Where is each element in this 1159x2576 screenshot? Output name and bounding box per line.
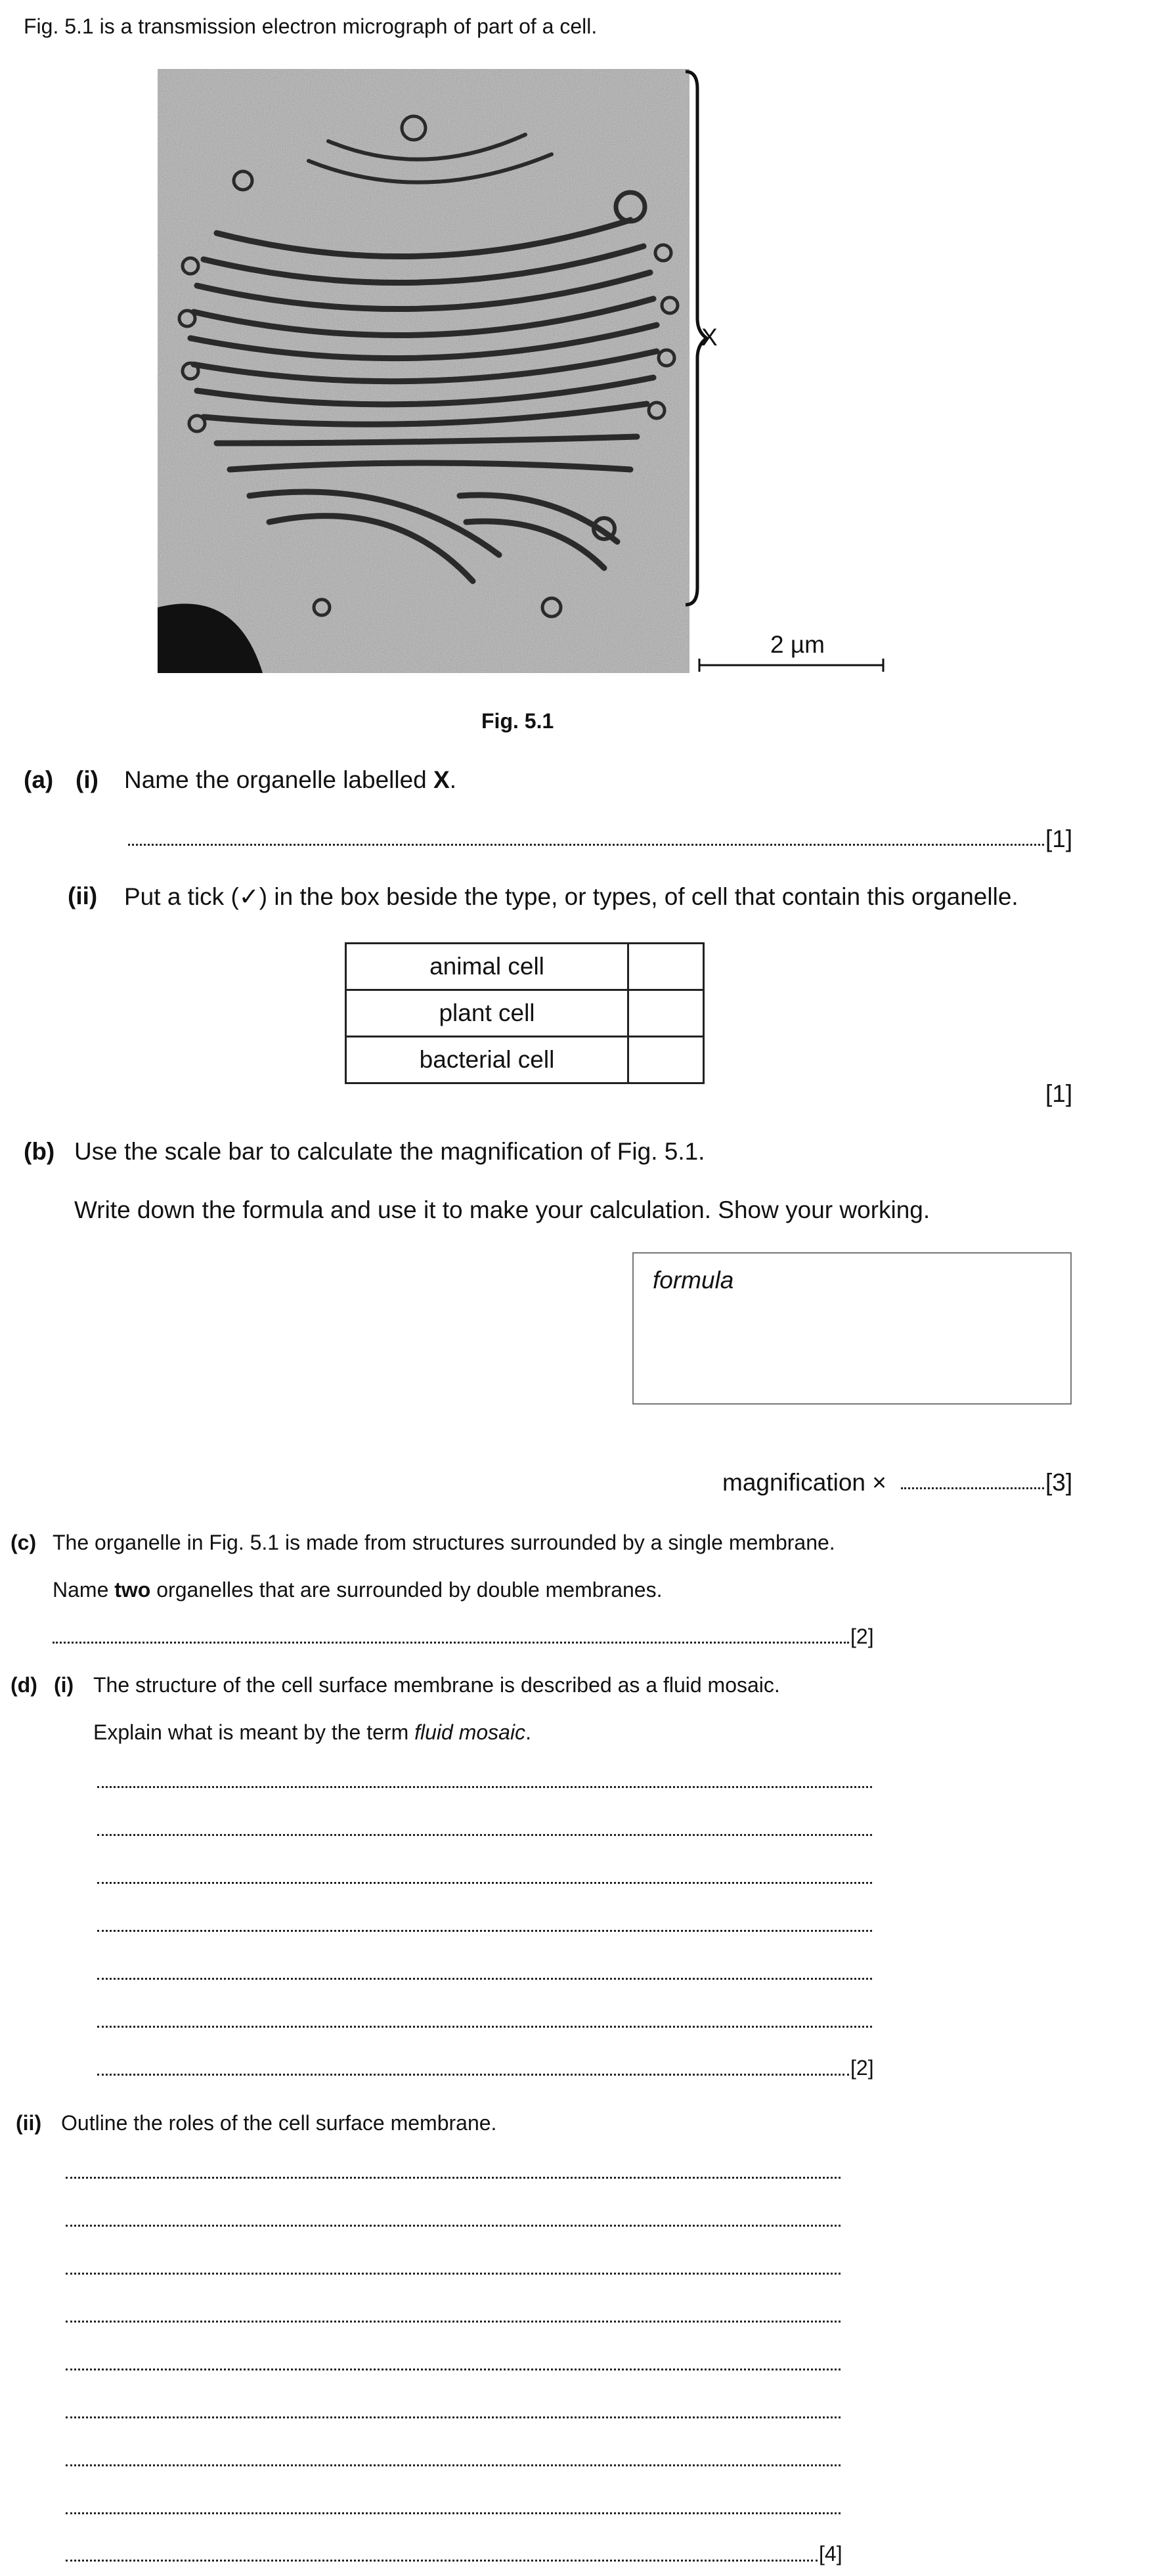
part-c-label: (c) bbox=[11, 1531, 37, 1554]
question-d-i-text: Explain what is meant by the term bbox=[93, 1720, 415, 1744]
answer-line-d-ii[interactable] bbox=[66, 2416, 841, 2418]
question-a-i-end: . bbox=[449, 766, 456, 793]
question-c-end: organelles that are surrounded by double membranes. bbox=[150, 1578, 663, 1602]
answer-line-d-i[interactable] bbox=[97, 1882, 872, 1884]
table-row bbox=[346, 990, 704, 1037]
formula-label: formula bbox=[653, 1267, 734, 1294]
answer-line-d-ii[interactable] bbox=[66, 2369, 841, 2370]
answer-line-d-i[interactable] bbox=[97, 2074, 849, 2076]
question-a-ii-text: Put a tick (✓) in the box beside the type, or types, of cell that contain this organelle. bbox=[124, 883, 1018, 910]
answer-line-d-i[interactable] bbox=[97, 1978, 872, 1980]
answer-line-d-i[interactable] bbox=[97, 2026, 872, 2028]
question-a-i-x: X bbox=[433, 766, 450, 793]
answer-line-d-ii[interactable] bbox=[66, 2177, 841, 2179]
question-c-text: Name bbox=[53, 1578, 115, 1602]
part-a-ii-label: (ii) bbox=[68, 883, 98, 909]
question-a-i bbox=[124, 766, 456, 794]
question-d-i-end: . bbox=[525, 1720, 531, 1744]
mark-d-i: [2] bbox=[850, 2056, 874, 2080]
part-a-i-label: (i) bbox=[76, 766, 98, 793]
mark-a-i: [1] bbox=[1045, 825, 1073, 852]
answer-line-d-ii[interactable] bbox=[66, 2321, 841, 2323]
tick-box-bacterial[interactable] bbox=[628, 1037, 704, 1083]
tick-table bbox=[345, 942, 705, 1084]
answer-line-d-ii[interactable] bbox=[66, 2560, 818, 2562]
answer-line-d-i[interactable] bbox=[97, 1930, 872, 1932]
cell-type-label: animal cell bbox=[346, 944, 628, 990]
answer-line-b[interactable] bbox=[901, 1487, 1044, 1489]
part-d-ii-label: (ii) bbox=[16, 2111, 42, 2135]
mark-b: [3] bbox=[1045, 1469, 1073, 1496]
answer-line-d-ii[interactable] bbox=[66, 2512, 841, 2514]
answer-line-c[interactable] bbox=[53, 1642, 849, 1644]
question-d-i-line2 bbox=[93, 1720, 531, 1745]
question-d-i-line1: The structure of the cell surface membrane is described as a fluid mosaic. bbox=[93, 1673, 780, 1697]
question-b-line2: Write down the formula and use it to make your calculation. Show your working. bbox=[74, 1196, 930, 1223]
question-c-line2 bbox=[53, 1578, 662, 1602]
scale-label: 2 µm bbox=[770, 631, 825, 658]
label-x: X bbox=[701, 324, 718, 351]
tick-box-animal[interactable] bbox=[628, 944, 704, 990]
question-b-line1: Use the scale bar to calculate the magnification of Fig. 5.1. bbox=[74, 1138, 705, 1165]
table-row bbox=[346, 944, 704, 990]
mark-a-ii: [1] bbox=[1045, 1080, 1073, 1107]
intro-text: Fig. 5.1 is a transmission electron micrograph of part of a cell. bbox=[24, 14, 598, 38]
part-b-label: (b) bbox=[24, 1138, 55, 1165]
cell-type-label: plant cell bbox=[346, 990, 628, 1037]
answer-line-d-i[interactable] bbox=[97, 1834, 872, 1836]
figure-caption: Fig. 5.1 bbox=[481, 709, 554, 733]
electron-micrograph-image bbox=[158, 69, 689, 673]
tick-box-plant[interactable] bbox=[628, 990, 704, 1037]
question-d-ii-text: Outline the roles of the cell surface membrane. bbox=[61, 2111, 497, 2135]
question-c-two: two bbox=[114, 1578, 151, 1602]
question-c-line1: The organelle in Fig. 5.1 is made from structures surrounded by a single membrane. bbox=[53, 1531, 835, 1554]
table-row bbox=[346, 1037, 704, 1083]
answer-line-d-i[interactable] bbox=[97, 1786, 872, 1788]
magnification-label: magnification × bbox=[722, 1469, 886, 1496]
part-d-i-label: (i) bbox=[54, 1673, 74, 1697]
part-a-label: (a) bbox=[24, 766, 54, 793]
mark-c: [2] bbox=[850, 1625, 874, 1648]
answer-line-d-ii[interactable] bbox=[66, 2464, 841, 2466]
answer-line-d-ii[interactable] bbox=[66, 2273, 841, 2275]
question-a-i-text: Name the organelle labelled bbox=[124, 766, 434, 793]
answer-line-d-ii[interactable] bbox=[66, 2225, 841, 2227]
cell-type-label: bacterial cell bbox=[346, 1037, 628, 1083]
mark-d-ii: [4] bbox=[819, 2542, 842, 2565]
question-d-i-term: fluid mosaic bbox=[414, 1720, 526, 1744]
answer-line-a-i[interactable] bbox=[128, 844, 1044, 846]
part-d-label: (d) bbox=[11, 1673, 37, 1697]
